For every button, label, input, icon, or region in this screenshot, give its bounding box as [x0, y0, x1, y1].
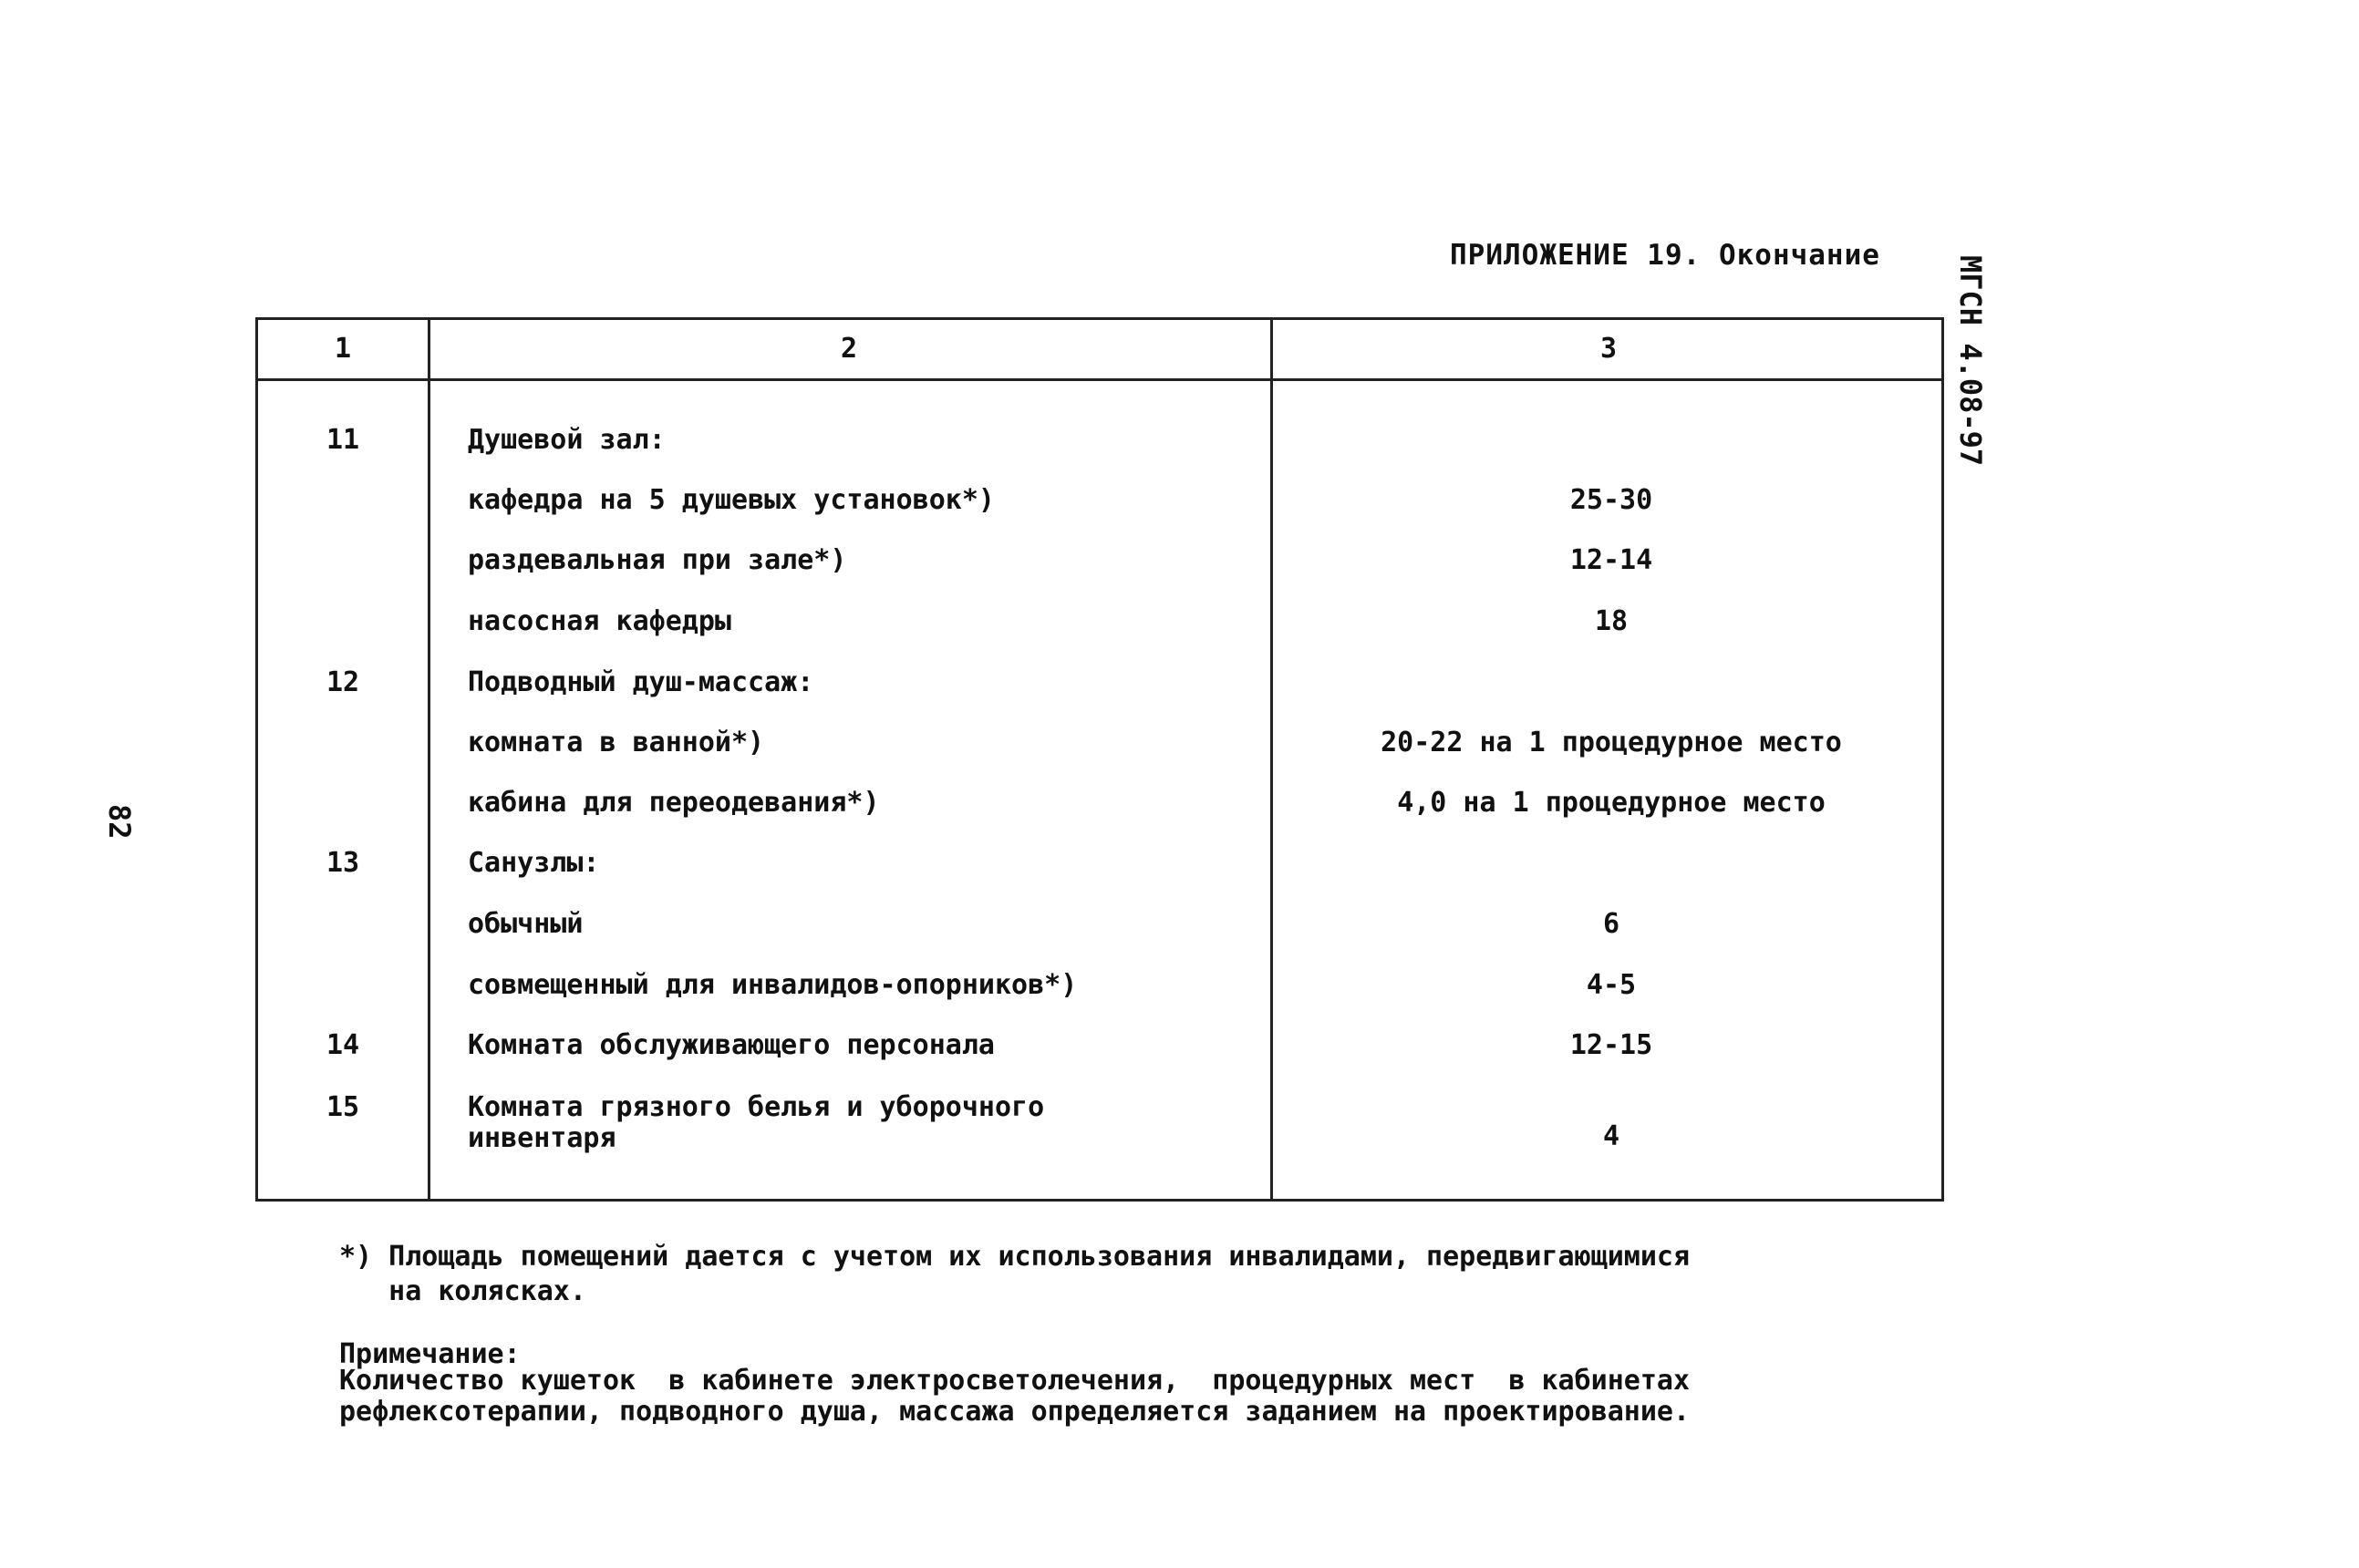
row-number: 15: [326, 1091, 360, 1123]
row-value: 4: [1602, 1120, 1620, 1152]
row-number: 14: [326, 1029, 360, 1061]
footnote: *) Площадь помещений дается с учетом их использования инвалидами, передвигающимися на колясках.: [339, 1241, 1691, 1307]
row-value: 6: [1602, 908, 1620, 940]
row-name: Комната обслуживающего персонала: [468, 1029, 995, 1061]
data-table: [255, 317, 1944, 1202]
row-name: Душевой зал:: [468, 424, 666, 456]
header-col-3: 3: [1599, 333, 1618, 365]
row-value: 4,0 на 1 процедурное место: [1397, 787, 1826, 819]
row-name: насосная кафедры: [468, 605, 731, 637]
row-name: Подводный душ-массаж:: [468, 666, 814, 698]
row-value: 20-22 на 1 процедурное место: [1381, 727, 1842, 758]
column-divider: [1270, 320, 1273, 1199]
header-divider: [258, 378, 1941, 381]
document-code: МГСН 4.08-97: [1953, 255, 1988, 467]
note-title: Примечание:: [339, 1338, 521, 1370]
row-number: 12: [326, 666, 360, 698]
row-name: кафедра на 5 душевых установок*): [468, 484, 995, 516]
appendix-heading: ПРИЛОЖЕНИЕ 19. Окончание: [1450, 239, 1880, 272]
row-name-continued: инвентаря: [468, 1122, 616, 1154]
row-name: комната в ванной*): [468, 727, 765, 758]
row-name: совмещенный для инвалидов-опорников*): [468, 969, 1078, 1001]
row-number: 13: [326, 847, 360, 879]
row-value: 4-5: [1586, 969, 1637, 1001]
row-name: кабина для переодевания*): [468, 787, 880, 819]
column-divider: [428, 320, 430, 1199]
page-number: 82: [102, 804, 137, 840]
row-value: 25-30: [1569, 484, 1653, 516]
row-name: Комната грязного белья и уборочного: [468, 1091, 1045, 1123]
row-number: 11: [326, 424, 360, 456]
row-value: 12-15: [1569, 1029, 1653, 1061]
row-value: 12-14: [1569, 544, 1653, 576]
note-text: Количество кушеток в кабинете электросветолечения, процедурных мест в кабинетах рефлексотерапии, подводного душа, массажа определяется заданием на проектирование.: [339, 1365, 1691, 1428]
header-col-1: 1: [334, 333, 352, 365]
row-name: Санузлы:: [468, 847, 600, 879]
header-col-2: 2: [840, 333, 858, 365]
row-name: обычный: [468, 908, 584, 940]
row-name: раздевальная при зале*): [468, 544, 847, 576]
row-value: 18: [1594, 605, 1629, 637]
